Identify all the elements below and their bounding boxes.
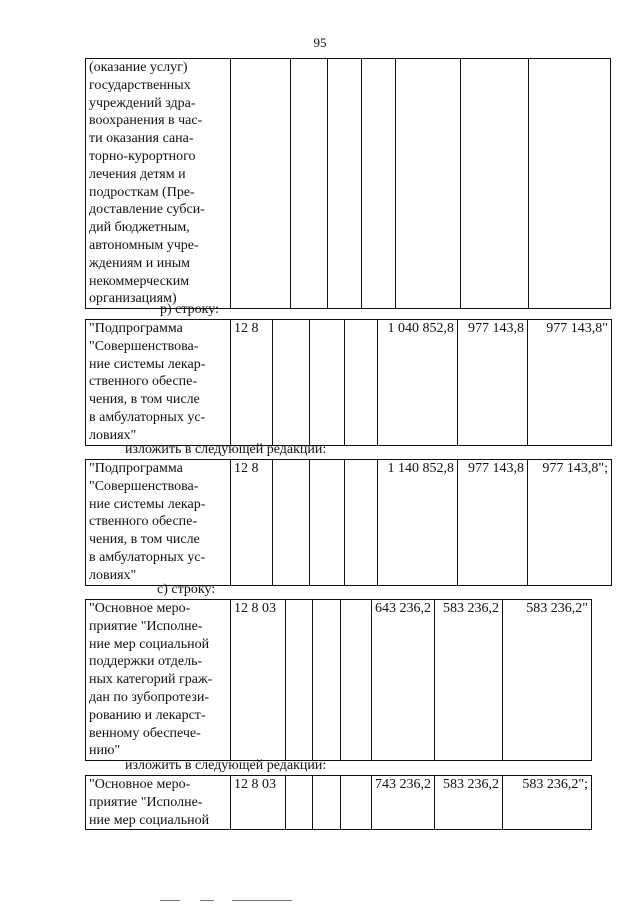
value-cell-1: 1 140 852,8 bbox=[378, 460, 458, 586]
empty-cell bbox=[328, 59, 362, 309]
value-cell-1: 1 040 852,8 bbox=[378, 320, 458, 446]
table-block-3 bbox=[85, 459, 612, 586]
value-cell-2: 977 143,8 bbox=[458, 460, 528, 586]
table-row bbox=[86, 460, 612, 586]
row-name-cell: (оказание услуг) государственных учреждений здра- воохранения в час- ти оказания сана- торно-курортного лечения детям и подросткам (Пре- доставление субси- дий бюджетным, автономным учре- ждениям и иным некоммерческим организациям) bbox=[86, 59, 231, 309]
empty-cell bbox=[286, 776, 313, 830]
code-cell: 12 8 03 bbox=[231, 776, 286, 830]
code-cell: 12 8 bbox=[231, 460, 273, 586]
code-cell: 12 8 03 bbox=[231, 600, 286, 761]
empty-cell bbox=[529, 59, 611, 309]
empty-cell bbox=[345, 460, 378, 586]
table-row bbox=[86, 600, 592, 761]
caption-replace-2: изложить в следующей редакции: bbox=[125, 758, 327, 773]
empty-cell bbox=[362, 59, 396, 309]
row-name-cell: "Подпрограмма "Совершенствова- ние системы лекар- ственного обеспе- чения, в том числе в амбулаторных ус- ловиях" bbox=[86, 320, 231, 446]
empty-cell bbox=[461, 59, 529, 309]
empty-cell bbox=[341, 776, 372, 830]
table-row bbox=[86, 59, 611, 309]
caption-replace-1: изложить в следующей редакции: bbox=[125, 442, 327, 457]
empty-cell bbox=[345, 320, 378, 446]
value-cell-2: 583 236,2 bbox=[435, 776, 503, 830]
scan-edge-mark bbox=[160, 900, 180, 901]
empty-cell bbox=[313, 600, 341, 761]
empty-cell bbox=[310, 320, 345, 446]
value-cell-2: 977 143,8 bbox=[458, 320, 528, 446]
scan-edge-mark bbox=[200, 900, 214, 901]
empty-cell bbox=[286, 600, 313, 761]
empty-cell bbox=[341, 600, 372, 761]
empty-cell bbox=[231, 59, 291, 309]
table-row bbox=[86, 320, 612, 446]
table-block-2 bbox=[85, 319, 612, 446]
page-number: 95 bbox=[313, 35, 327, 50]
table-block-5 bbox=[85, 775, 592, 830]
caption-s: с) строку: bbox=[157, 582, 216, 597]
empty-cell bbox=[291, 59, 328, 309]
value-cell-3: 977 143,8"; bbox=[528, 460, 612, 586]
value-cell-3: 977 143,8" bbox=[528, 320, 612, 446]
table-row bbox=[86, 776, 592, 830]
code-cell: 12 8 bbox=[231, 320, 273, 446]
table-block-1 bbox=[85, 58, 611, 309]
empty-cell bbox=[273, 460, 310, 586]
empty-cell bbox=[310, 460, 345, 586]
empty-cell bbox=[313, 776, 341, 830]
empty-cell bbox=[273, 320, 310, 446]
value-cell-1: 743 236,2 bbox=[372, 776, 435, 830]
caption-r: р) строку: bbox=[160, 302, 219, 317]
value-cell-2: 583 236,2 bbox=[435, 600, 503, 761]
table-block-4 bbox=[85, 599, 592, 761]
empty-cell bbox=[396, 59, 461, 309]
scan-edge-mark bbox=[232, 900, 292, 901]
value-cell-3: 583 236,2"; bbox=[503, 776, 592, 830]
row-name-cell: "Подпрограмма "Совершенствова- ние системы лекар- ственного обеспе- чения, в том числе в амбулаторных ус- ловиях" bbox=[86, 460, 231, 586]
value-cell-1: 643 236,2 bbox=[372, 600, 435, 761]
row-name-cell: "Основное меро- приятие "Исполне- ние мер социальной поддержки отдель- ных категорий граж- дан по зубопротези- рованию и лекарст- венному обеспече- нию" bbox=[86, 600, 231, 761]
row-name-cell: "Основное меро- приятие "Исполне- ние мер социальной bbox=[86, 776, 231, 830]
value-cell-3: 583 236,2" bbox=[503, 600, 592, 761]
